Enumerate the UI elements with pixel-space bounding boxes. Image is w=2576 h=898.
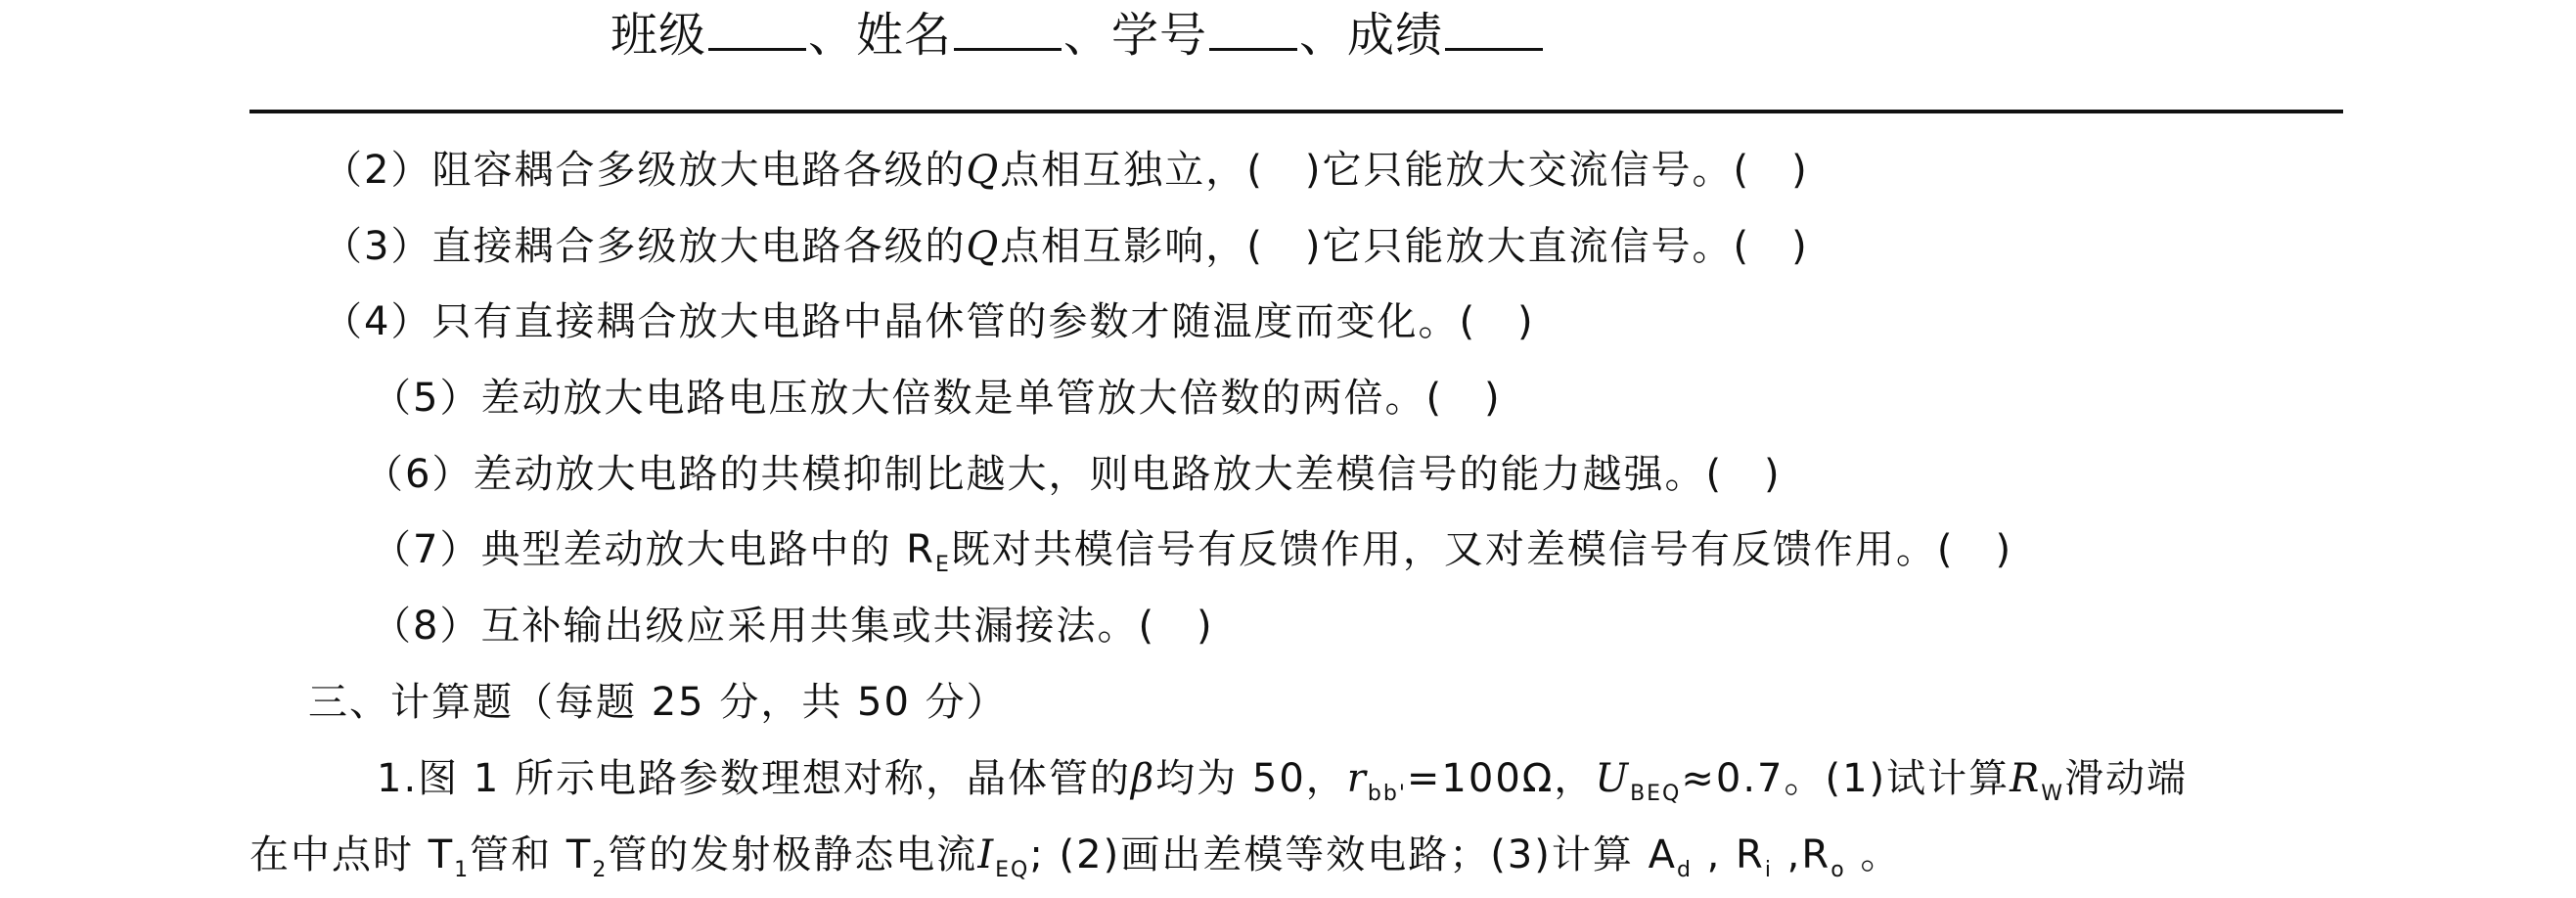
ieq-subscript: EQ — [995, 858, 1030, 882]
item-7-prefix: （7）典型差动放大电路中的 R — [372, 527, 935, 572]
ri-subscript: i — [1764, 858, 1773, 882]
p1-text-j: , R — [1692, 832, 1765, 877]
beta-symbol: β — [1131, 756, 1156, 801]
p1-text-k: ,R — [1772, 832, 1831, 877]
item-2-suffix: 点相互独立，( )它只能放大交流信号。( ) — [1000, 148, 1809, 193]
exam-header — [0, 8, 2576, 63]
p1-text-i: ; (2)画出差模等效电路；(3)计算 A — [1029, 832, 1677, 877]
class-label: 班级 — [610, 8, 706, 63]
score-blank[interactable] — [1445, 9, 1543, 51]
q-point-symbol: Q — [966, 224, 1001, 269]
ro-subscript: o — [1830, 858, 1846, 882]
item-7 — [372, 522, 2012, 593]
item-8: （8）互补输出级应采用共集或共漏接法。( ) — [372, 604, 1214, 649]
r-subscript: bb' — [1367, 782, 1407, 806]
p1-text-f: 在中点时 T — [249, 832, 455, 877]
problem-1-line-2 — [249, 828, 1901, 898]
item-3-prefix: （3）直接耦合多级放大电路各级的 — [323, 224, 967, 269]
p1-text-d: ≈0.7。(1)试计算 — [1681, 756, 2011, 801]
section-3-title: 三、计算题（每题 25 分，共 50 分） — [308, 680, 1008, 725]
p1-text-b: 均为 50， — [1155, 756, 1347, 801]
q-point-symbol: Q — [966, 148, 1001, 193]
name-blank[interactable] — [954, 9, 1062, 51]
rw-symbol: R — [2010, 756, 2042, 801]
problem-1-line-1 — [377, 751, 2188, 822]
student-id-blank[interactable] — [1209, 9, 1297, 51]
u-subscript: BEQ — [1630, 782, 1682, 806]
score-label: 、成绩 — [1299, 8, 1444, 63]
item-2 — [323, 143, 1809, 198]
t2-subscript: 2 — [592, 858, 609, 882]
p1-text-l: 。 — [1845, 832, 1902, 877]
class-blank[interactable] — [708, 9, 806, 51]
item-3 — [323, 219, 1809, 274]
item-5: （5）差动放大电路电压放大倍数是单管放大倍数的两倍。( ) — [372, 376, 1502, 421]
p1-text-h: 管的发射极静态电流 — [608, 832, 978, 877]
item-6: （6）差动放大电路的共模抑制比越大，则电路放大差模信号的能力越强。( ) — [364, 452, 1782, 497]
p1-text-a: 1.图 1 所示电路参数理想对称，晶体管的 — [377, 756, 1132, 801]
ieq-symbol: I — [977, 832, 996, 877]
p1-text-e: 滑动端 — [2064, 756, 2189, 801]
item-7-suffix: 既对共模信号有反馈作用，又对差模信号有反馈作用。( ) — [950, 527, 2013, 572]
item-4: （4）只有直接耦合放大电路中晶休管的参数才随温度而变化。( ) — [323, 299, 1535, 344]
rw-subscript: W — [2041, 782, 2065, 806]
header-rule — [249, 110, 2343, 113]
p1-text-c: =100Ω， — [1406, 756, 1596, 801]
t1-subscript: 1 — [454, 858, 471, 882]
r-symbol: r — [1346, 756, 1368, 801]
name-label: 、姓名 — [807, 8, 952, 63]
re-subscript: E — [934, 553, 951, 577]
item-3-suffix: 点相互影响，( )它只能放大直流信号。( ) — [1000, 224, 1809, 269]
u-symbol: U — [1595, 756, 1631, 801]
ad-subscript: d — [1676, 858, 1693, 882]
item-2-prefix: （2）阻容耦合多级放大电路各级的 — [323, 148, 967, 193]
student-id-label: 、学号 — [1063, 8, 1208, 63]
p1-text-g: 管和 T — [470, 832, 593, 877]
